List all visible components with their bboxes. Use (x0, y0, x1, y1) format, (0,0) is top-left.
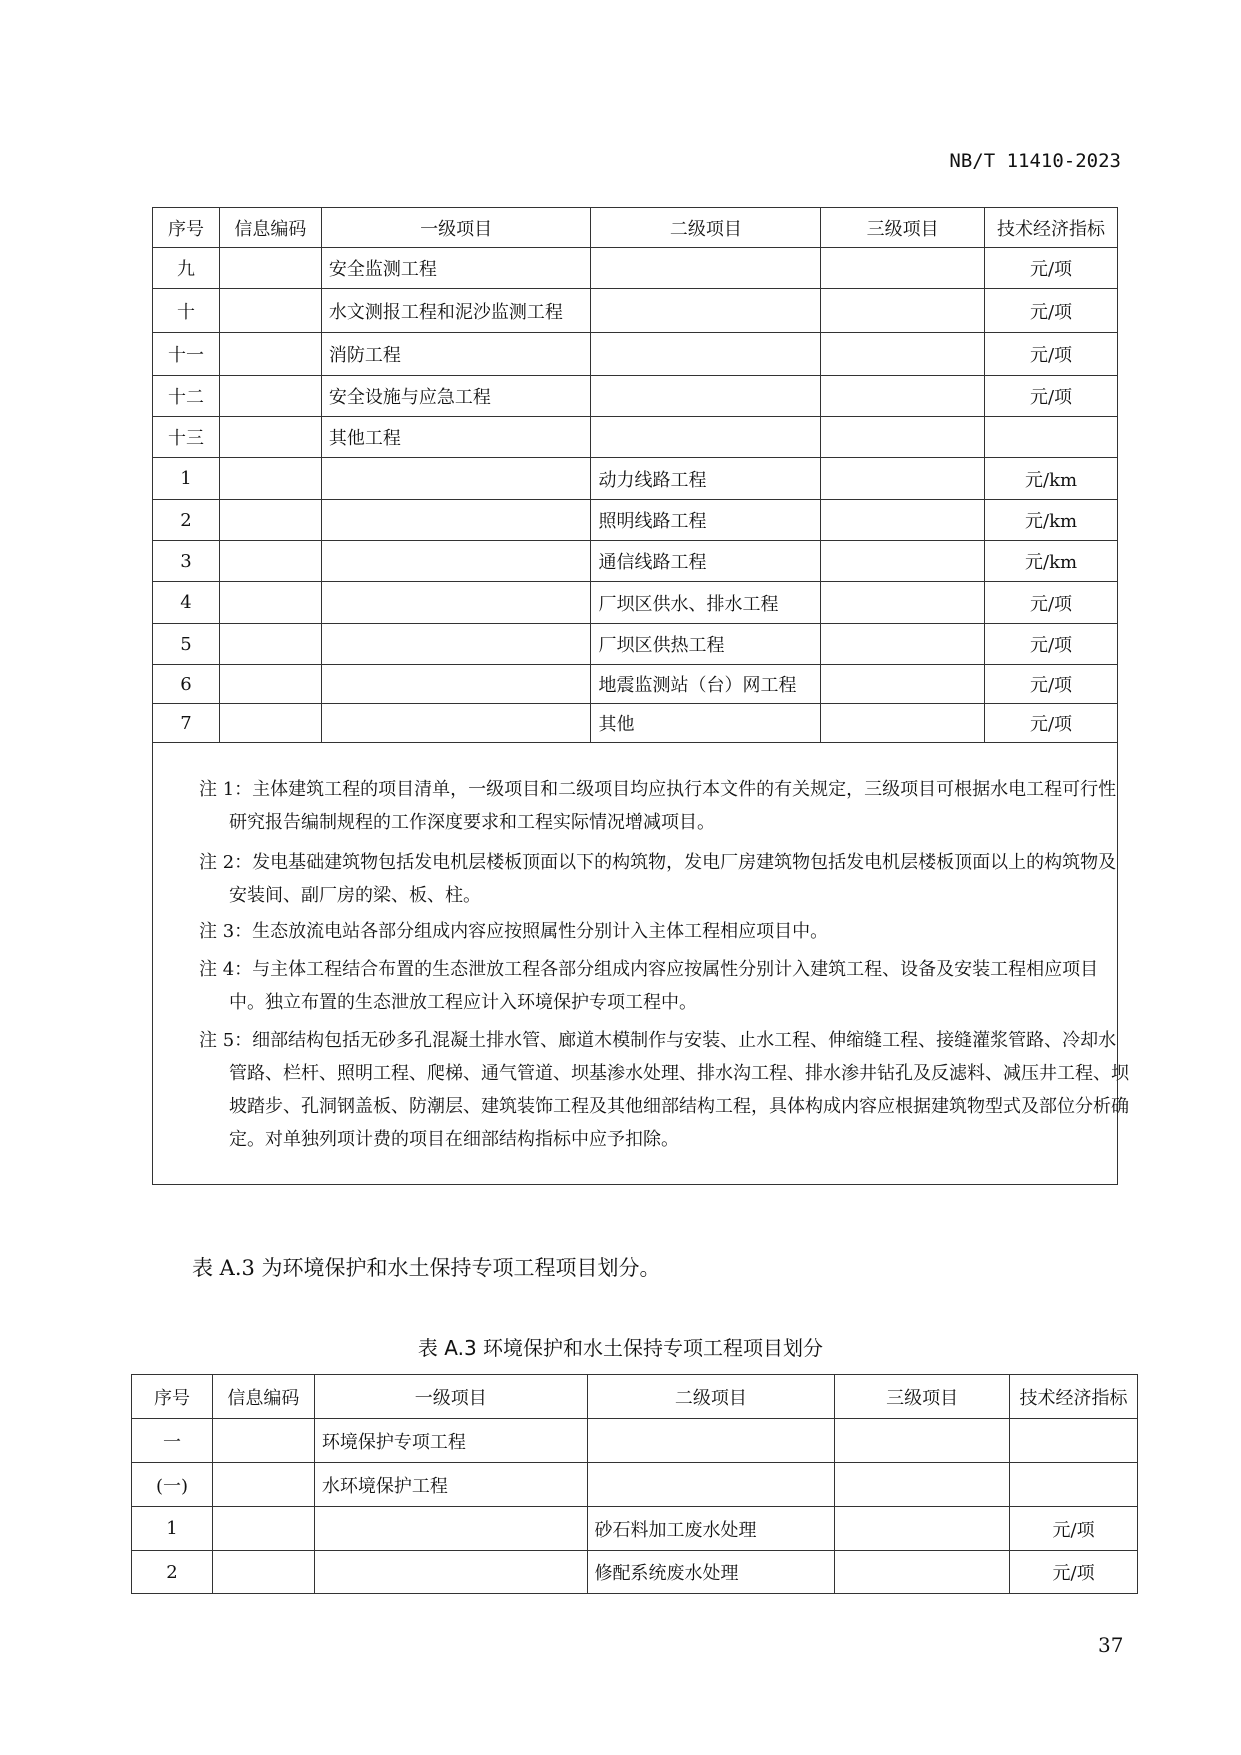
table-cell: 安全监测工程 (321, 248, 591, 289)
table-cell: 2 (153, 500, 220, 541)
table-row (132, 1463, 1138, 1507)
table-cell (212, 1551, 314, 1594)
table-cell: 7 (153, 704, 220, 743)
table-cell (821, 289, 985, 333)
table-row (153, 417, 1118, 458)
table-row (132, 1419, 1138, 1463)
table-cell: 3 (153, 541, 220, 582)
table-notes (152, 742, 1129, 1185)
table-cell: 元/项 (985, 624, 1118, 665)
table-cell (321, 624, 591, 665)
table-cell (835, 1507, 1010, 1551)
table-cell (587, 1463, 835, 1507)
table-cell: 其他工程 (321, 417, 591, 458)
table-cell: 元/项 (985, 704, 1118, 743)
table-cell: 水文测报工程和泥沙监测工程 (321, 289, 591, 333)
table-cell: 元/项 (985, 582, 1118, 624)
table-cell: 元/项 (985, 665, 1118, 704)
table-cell (219, 248, 321, 289)
table-cell (821, 376, 985, 417)
table-row (132, 1551, 1138, 1594)
table-cell: 1 (153, 458, 220, 500)
table-row (153, 248, 1118, 289)
table-cell: 元/km (985, 541, 1118, 582)
table-cell: 动力线路工程 (591, 458, 821, 500)
column-header: 技术经济指标 (1010, 1375, 1138, 1419)
table-cell (821, 624, 985, 665)
column-header: 信息编码 (219, 208, 321, 248)
table-cell (219, 458, 321, 500)
table-cell (591, 417, 821, 458)
column-header: 序号 (132, 1375, 213, 1419)
table-cell (821, 333, 985, 376)
table-cell (587, 1419, 835, 1463)
table-cell (591, 333, 821, 376)
table-cell (219, 624, 321, 665)
column-header: 一级项目 (321, 208, 591, 248)
table-row (153, 624, 1118, 665)
table-row (153, 289, 1118, 333)
note-3: 注 3：生态放流电站各部分组成内容应按照属性分别计入主体工程相应项目中。 (199, 921, 829, 942)
table-cell (321, 582, 591, 624)
table-cell (821, 541, 985, 582)
table-cell (321, 665, 591, 704)
table-row (153, 333, 1118, 376)
header-row (153, 208, 1118, 248)
table-row (153, 582, 1118, 624)
table-cell: 环境保护专项工程 (314, 1419, 587, 1463)
column-header: 三级项目 (821, 208, 985, 248)
table-cell (219, 500, 321, 541)
table-cell: 十 (153, 289, 220, 333)
table-cell: 砂石料加工废水处理 (587, 1507, 835, 1551)
table-cell (835, 1551, 1010, 1594)
table-cell (321, 541, 591, 582)
table-cell: 一 (132, 1419, 213, 1463)
column-header: 二级项目 (591, 208, 821, 248)
table-cell: 厂坝区供热工程 (591, 624, 821, 665)
table-cell (591, 376, 821, 417)
page-number: 37 (1098, 1633, 1124, 1657)
table-cell: 照明线路工程 (591, 500, 821, 541)
table-row (153, 541, 1118, 582)
table-cell: 九 (153, 248, 220, 289)
table-cell: 安全设施与应急工程 (321, 376, 591, 417)
table-cell (821, 417, 985, 458)
table-cell (1010, 1419, 1138, 1463)
table-cell: 水环境保护工程 (314, 1463, 587, 1507)
table-cell: 其他 (591, 704, 821, 743)
table-row (153, 376, 1118, 417)
table-cell (821, 500, 985, 541)
table-cell (219, 541, 321, 582)
table-cell (219, 665, 321, 704)
table-cell: 十二 (153, 376, 220, 417)
table-cell: 修配系统废水处理 (587, 1551, 835, 1594)
table-cell: 元/项 (985, 376, 1118, 417)
table-row (132, 1507, 1138, 1551)
header-row (132, 1375, 1138, 1419)
table-cell: (一) (132, 1463, 213, 1507)
table-cell (321, 458, 591, 500)
table-cell (821, 458, 985, 500)
table-cell: 5 (153, 624, 220, 665)
table-cell: 元/项 (1010, 1551, 1138, 1594)
table-cell (219, 417, 321, 458)
table-cell: 厂坝区供水、排水工程 (591, 582, 821, 624)
table-cell (314, 1507, 587, 1551)
column-header: 一级项目 (314, 1375, 587, 1419)
table-cell (821, 665, 985, 704)
table-cell: 2 (132, 1551, 213, 1594)
note-4: 注 4：与主体工程结合布置的生态泄放工程各部分组成内容应按属性分别计入建筑工程、设备及安装工程相应项目中。独立布置的生态泄放工程应计入环境保护专项工程中。 (199, 959, 1099, 1013)
note-5: 注 5：细部结构包括无砂多孔混凝土排水管、廊道木模制作与安装、止水工程、伸缩缝工程、接缝灌浆管路、冷却水管路、栏杆、照明工程、爬梯、通气管道、坝基渗水处理、排水沟工程、排水渗井钻孔及反滤料、减压井工程、坝坡踏步、孔洞钢盖板、防潮层、建筑装饰工程及其他细部结构工程，具体构成内容应根据建筑物型式及部位分析确定。对单独列项计费的项目在细部结构指标中应予扣除。 (199, 1030, 1129, 1150)
table-cell (219, 333, 321, 376)
table-cell (591, 289, 821, 333)
table-cell (321, 704, 591, 743)
table-title: 表 A.3 环境保护和水土保持专项工程项目划分 (417, 1336, 824, 1360)
table-cell: 4 (153, 582, 220, 624)
table-cell (321, 500, 591, 541)
table-row (153, 704, 1118, 743)
table-cell: 元/项 (985, 333, 1118, 376)
table-cell (314, 1551, 587, 1594)
table-cell (591, 248, 821, 289)
table-cell: 元/项 (985, 289, 1118, 333)
table-cell (212, 1507, 314, 1551)
table-cell: 元/km (985, 500, 1118, 541)
table-cell (821, 582, 985, 624)
note-2: 注 2：发电基础建筑物包括发电机层楼板顶面以下的构筑物，发电厂房建筑物包括发电机层楼板顶面以上的构筑物及安装间、副厂房的梁、板、柱。 (199, 852, 1117, 906)
column-header: 技术经济指标 (985, 208, 1118, 248)
table-row (153, 500, 1118, 541)
column-header: 三级项目 (835, 1375, 1010, 1419)
table-cell: 元/项 (985, 248, 1118, 289)
table-cell: 十一 (153, 333, 220, 376)
table-cell: 元/km (985, 458, 1118, 500)
table-cell: 地震监测站（台）网工程 (591, 665, 821, 704)
note-1: 注 1：主体建筑工程的项目清单，一级项目和二级项目均应执行本文件的有关规定，三级项目可根据水电工程可行性研究报告编制规程的工作深度要求和工程实际情况增减项目。 (199, 779, 1117, 833)
table-cell (219, 376, 321, 417)
table-cell (219, 289, 321, 333)
environment-items-table (131, 1374, 1138, 1594)
table-cell (821, 248, 985, 289)
table-cell (835, 1419, 1010, 1463)
table-cell (835, 1463, 1010, 1507)
column-header: 二级项目 (587, 1375, 835, 1419)
items-table-continued (152, 207, 1118, 743)
table-cell (821, 704, 985, 743)
table-cell: 消防工程 (321, 333, 591, 376)
table-cell: 通信线路工程 (591, 541, 821, 582)
table-row (153, 665, 1118, 704)
table-cell (219, 582, 321, 624)
table-cell: 1 (132, 1507, 213, 1551)
table-cell (219, 704, 321, 743)
table-row (153, 458, 1118, 500)
table-cell (212, 1419, 314, 1463)
table-cell: 元/项 (1010, 1507, 1138, 1551)
table-cell (985, 417, 1118, 458)
column-header: 序号 (153, 208, 220, 248)
table-cell: 十三 (153, 417, 220, 458)
table-cell (1010, 1463, 1138, 1507)
standard-code: NB/T 11410-2023 (949, 150, 1121, 172)
table-cell (212, 1463, 314, 1507)
body-paragraph: 表 A.3 为环境保护和水土保持专项工程项目划分。 (192, 1256, 661, 1280)
column-header: 信息编码 (212, 1375, 314, 1419)
table-cell: 6 (153, 665, 220, 704)
